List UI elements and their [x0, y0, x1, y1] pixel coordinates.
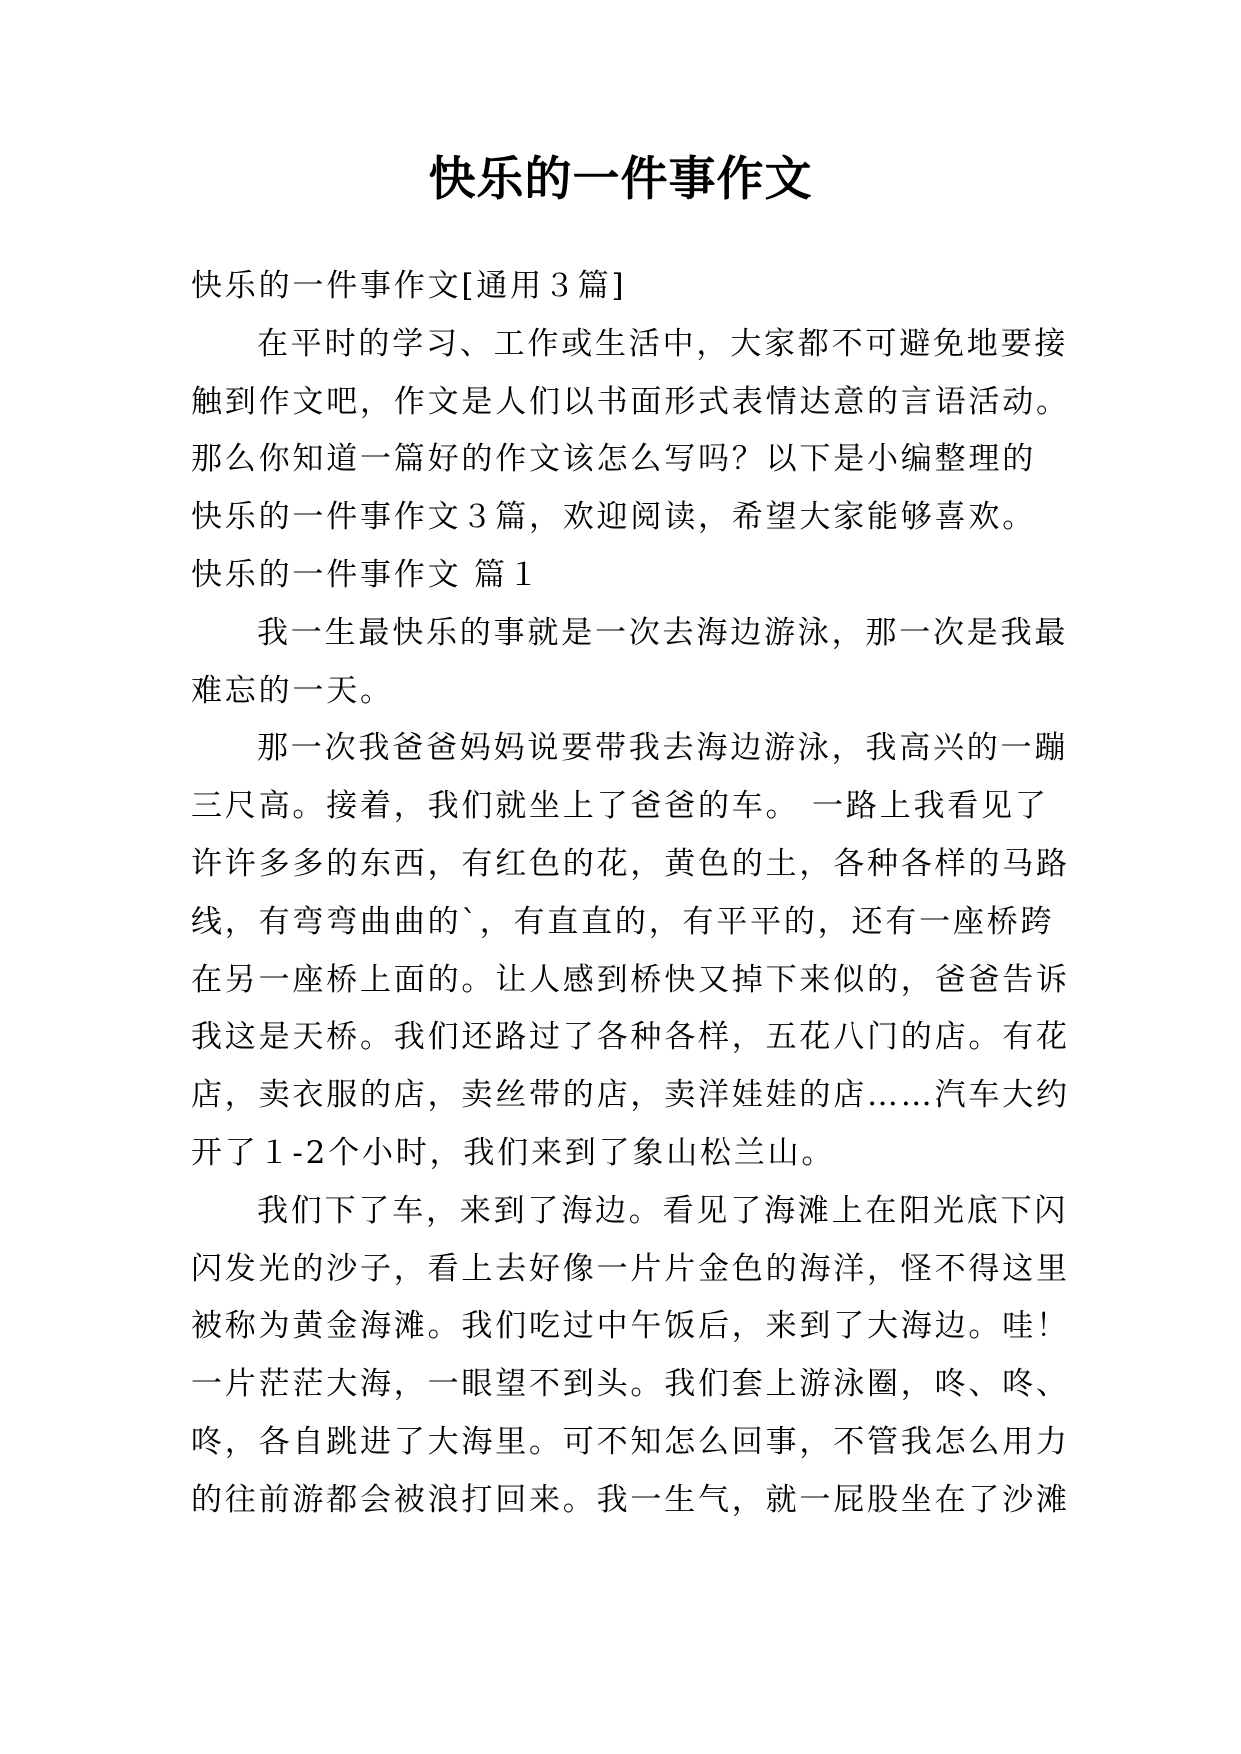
text-line: 在另一座桥上面的。让人感到桥快又掉下来似的，爸爸告诉 — [191, 961, 1070, 998]
document-body — [191, 258, 1071, 1530]
text-line: 三尺高。接着，我们就坐上了爸爸的车。 一路上我看见了 — [191, 788, 1049, 825]
text-line: 线，有弯弯曲曲的`，有直直的，有平平的，还有一座桥跨 — [191, 903, 1055, 940]
text-line: 在平时的学习、工作或生活中，大家都不可避免地要接 — [257, 325, 1069, 362]
text-line: 我们下了车，来到了海边。看见了海滩上在阳光底下闪 — [257, 1192, 1069, 1229]
text-line: 难忘的一天。 — [191, 672, 394, 709]
text-line: 触到作文吧，作文是人们以书面形式表情达意的言语活动。 — [191, 383, 1070, 420]
text-line: 快乐的一件事作文３篇，欢迎阅读，希望大家能够喜欢。 — [191, 499, 1036, 536]
text-line: 快乐的一件事作文[通用３篇] — [191, 268, 627, 304]
text-line: 被称为黄金海滩。我们吃过中午饭后，来到了大海边。哇！ — [191, 1308, 1070, 1345]
text-line: 闪发光的沙子，看上去好像一片片金色的海洋，怪不得这里 — [191, 1250, 1070, 1287]
text-line: 开了１-2个小时，我们来到了象山松兰山。 — [191, 1134, 836, 1171]
section-heading: 快乐的一件事作文 篇１ — [191, 556, 542, 593]
text-line: 许许多多的东西，有红色的花，黄色的土，各种各样的马路 — [191, 845, 1070, 882]
text-line: 我这是天桥。我们还路过了各种各样，五花八门的店。有花 — [191, 1019, 1070, 1056]
text-line: 的往前游都会被浪打回来。我一生气，就一屁股坐在了沙滩 — [191, 1481, 1070, 1518]
document-title: 快乐的一件事作文 — [428, 152, 813, 207]
text-line: 那一次我爸爸妈妈说要带我去海边游泳，我高兴的一蹦 — [257, 730, 1069, 767]
text-line: 咚，各自跳进了大海里。可不知怎么回事，不管我怎么用力 — [191, 1423, 1070, 1460]
text-line: 那么你知道一篇好的作文该怎么写吗？以下是小编整理的 — [191, 441, 1036, 478]
text-line: 店，卖衣服的店，卖丝带的店，卖洋娃娃的店……汽车大约 — [191, 1077, 1070, 1114]
text-line: 一片茫茫大海，一眼望不到头。我们套上游泳圈，咚、咚、 — [191, 1366, 1070, 1403]
text-line: 我一生最快乐的事就是一次去海边游泳，那一次是我最 — [257, 614, 1069, 651]
